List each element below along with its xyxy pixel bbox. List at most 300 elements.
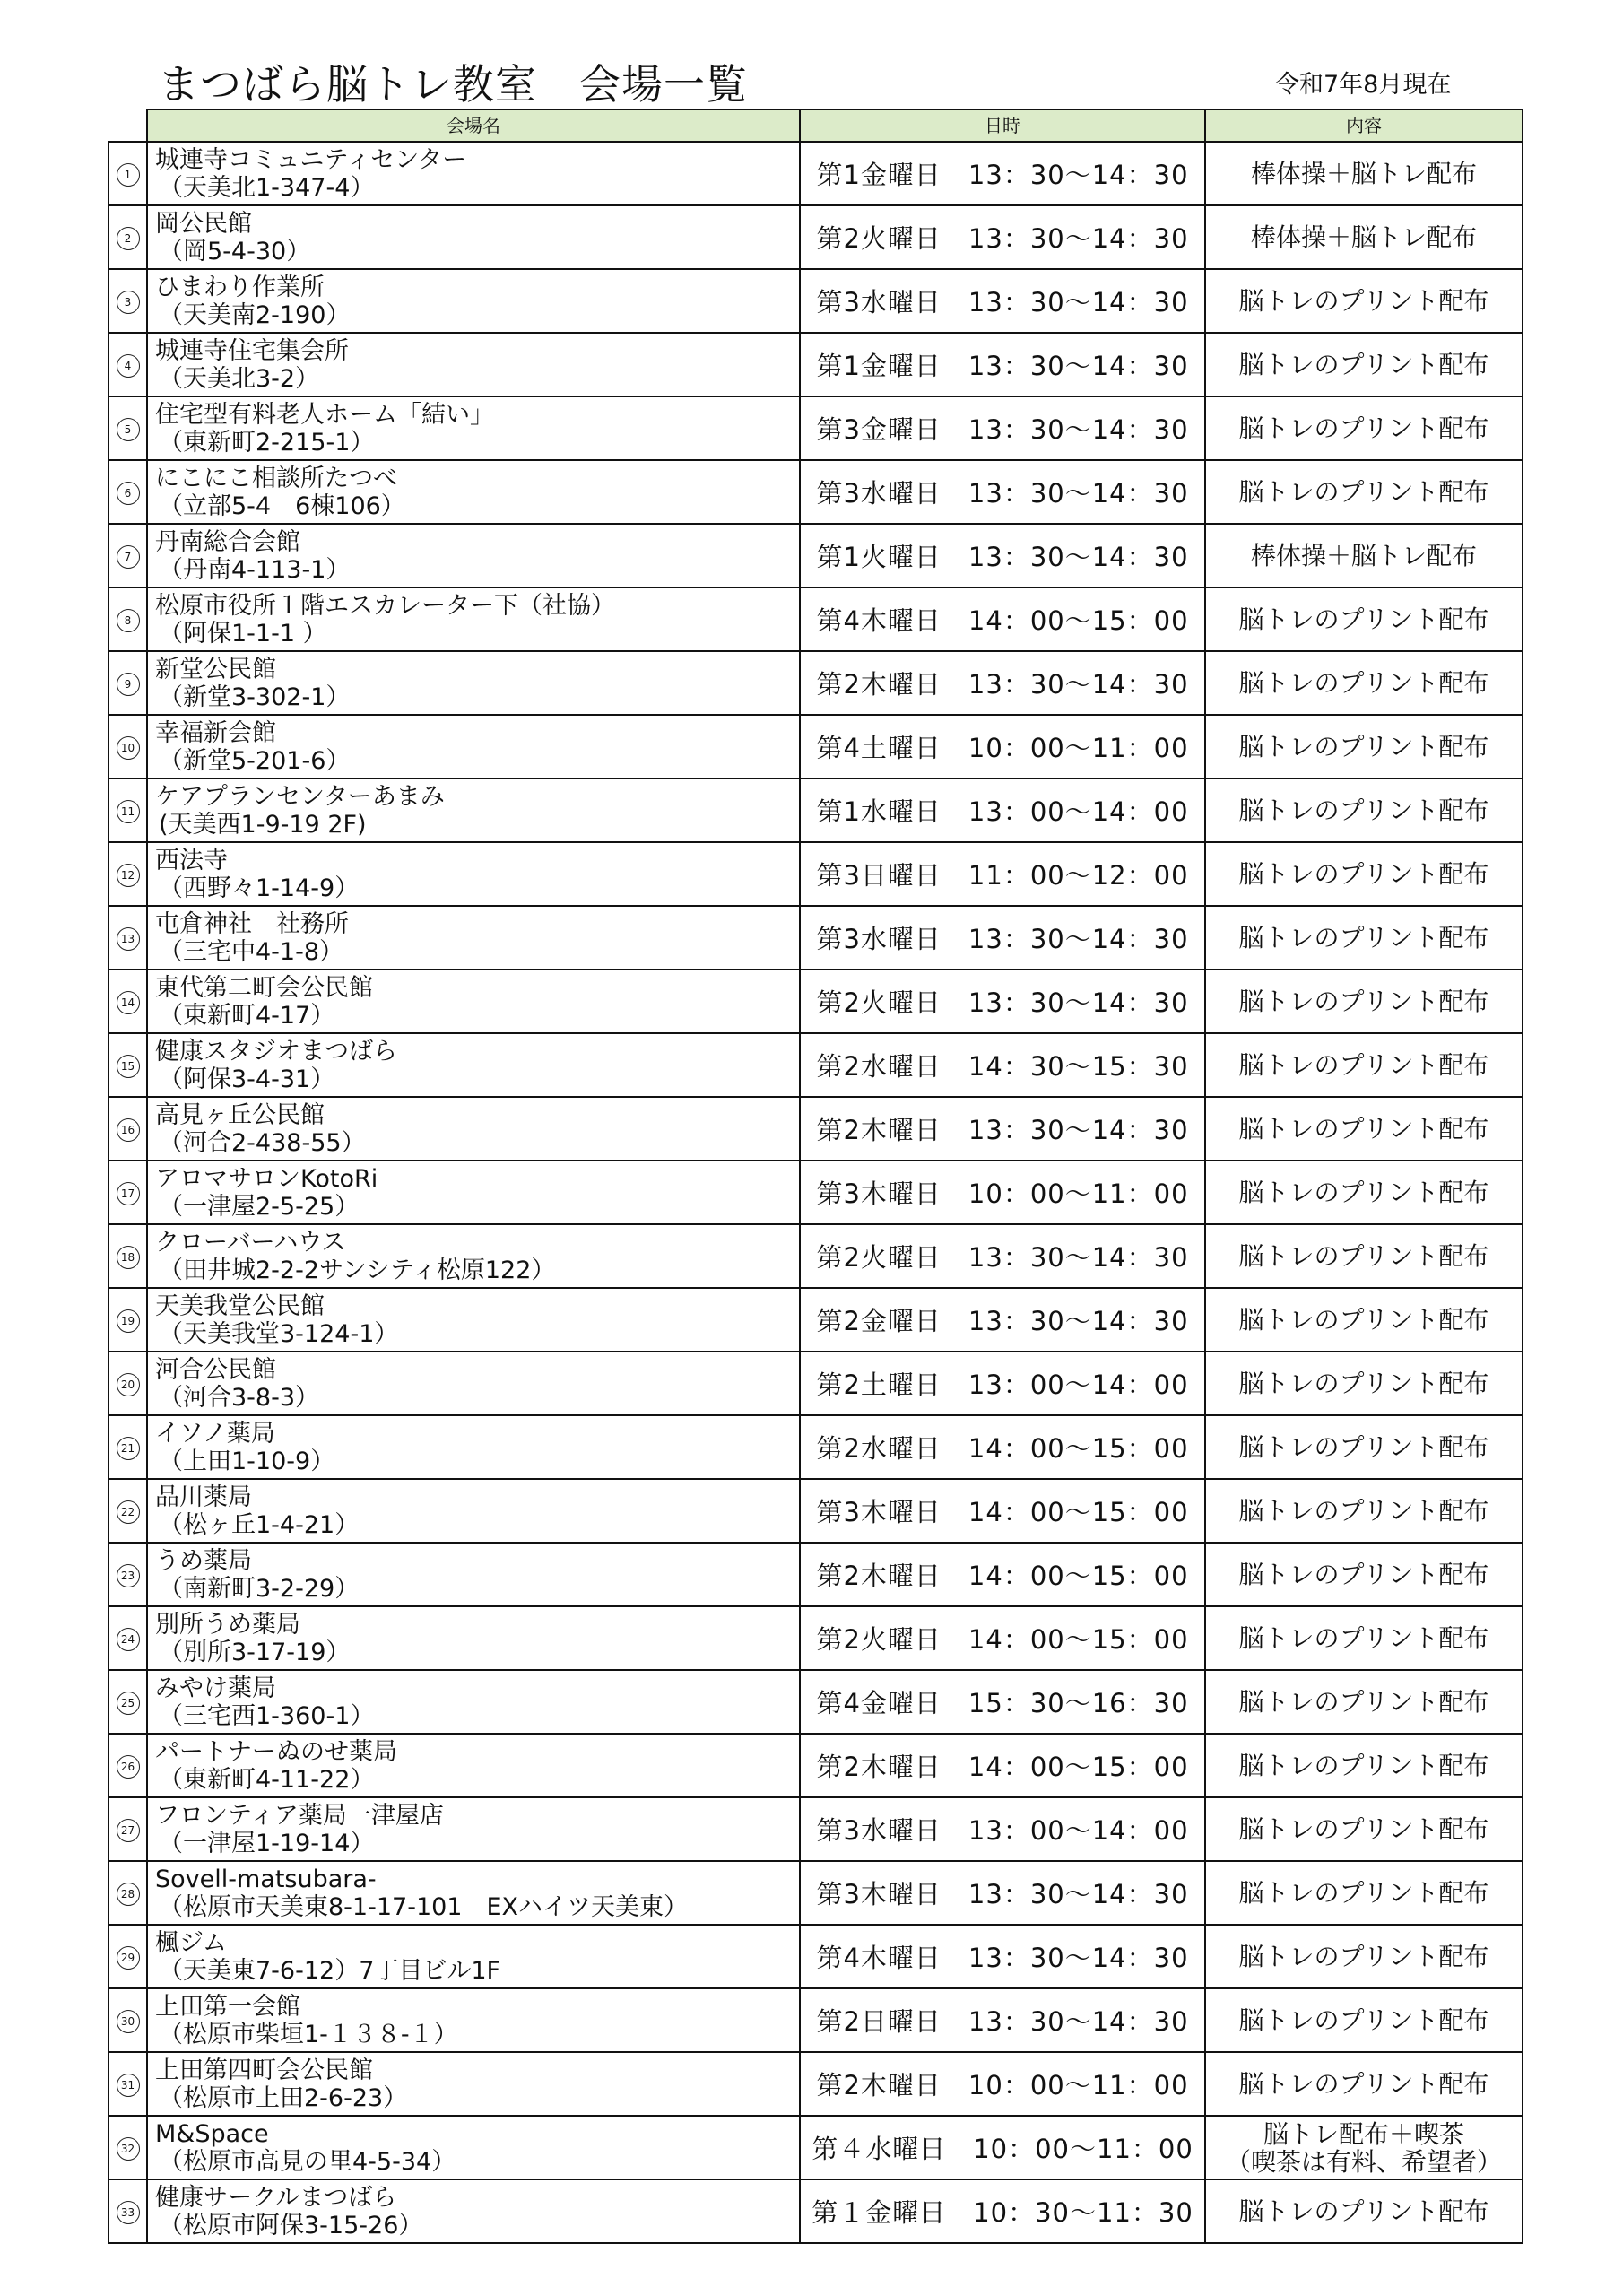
row-number-cell xyxy=(108,269,147,333)
row-number: 14 xyxy=(117,991,140,1014)
content-text: 脳トレのプリント配布 xyxy=(1238,477,1489,507)
venue-address: （松原市上田2-6-23） xyxy=(159,2083,408,2112)
venue-address: （松ヶ丘1-4-21） xyxy=(159,1510,360,1539)
venue-cell xyxy=(147,1543,800,1606)
table-row xyxy=(108,587,1523,651)
content-cell xyxy=(1205,333,1523,396)
venue-name: 別所うめ薬局 xyxy=(155,1610,300,1639)
content-cell xyxy=(1205,970,1523,1033)
row-number-cell xyxy=(108,1288,147,1352)
venue-name: 松原市役所１階エスカレーター下（社協） xyxy=(155,591,615,620)
row-number: 23 xyxy=(117,1564,140,1587)
row-number-cell xyxy=(108,842,147,906)
table-header-row xyxy=(108,109,1523,142)
row-number: 30 xyxy=(117,2010,140,2033)
content-cell xyxy=(1205,1288,1523,1352)
venue-cell xyxy=(147,2179,800,2243)
row-number-cell xyxy=(108,142,147,205)
venue-cell xyxy=(147,1097,800,1161)
content-cell xyxy=(1205,1097,1523,1161)
table-row xyxy=(108,1797,1523,1861)
row-number: 32 xyxy=(117,2137,140,2161)
venue-name: 城連寺住宅集会所 xyxy=(155,336,349,365)
venue-address: （松原市高見の里4-5-34） xyxy=(159,2147,456,2176)
row-number-cell xyxy=(108,1670,147,1734)
content-cell xyxy=(1205,1415,1523,1479)
venue-name: 健康サークルまつばら xyxy=(155,2183,397,2212)
venue-name: イソノ薬局 xyxy=(155,1419,275,1448)
content-text: 脳トレのプリント配布 xyxy=(1238,286,1489,316)
venue-cell xyxy=(147,1670,800,1734)
table-row xyxy=(108,651,1523,715)
content-cell xyxy=(1205,142,1523,205)
content-cell xyxy=(1205,460,1523,524)
table-row xyxy=(108,842,1523,906)
content-cell xyxy=(1205,842,1523,906)
row-number-cell xyxy=(108,1543,147,1606)
venue-address: （天美東7-6-12）7丁目ビル1F xyxy=(159,1956,501,1985)
venue-name: Sovell-matsubara- xyxy=(155,1865,377,1893)
venue-address: （新堂5-201-6） xyxy=(159,746,351,775)
content-text: 脳トレのプリント配布 xyxy=(1238,1942,1489,1971)
content-text: 脳トレのプリント配布 xyxy=(1238,2196,1489,2226)
venue-address: （東新町4-17） xyxy=(159,1001,335,1030)
content-cell xyxy=(1205,1606,1523,1670)
venue-address: （南新町3-2-29） xyxy=(159,1574,360,1603)
datetime-cell: 第2土曜日 13：00～14：00 xyxy=(800,1352,1205,1415)
row-number: 22 xyxy=(117,1500,140,1524)
content-text: 脳トレのプリント配布 xyxy=(1238,859,1489,889)
venue-address: （河合3-8-3） xyxy=(159,1383,320,1412)
table-row xyxy=(108,1988,1523,2052)
datetime-cell: 第4土曜日 10：00～11：00 xyxy=(800,715,1205,778)
venue-cell xyxy=(147,778,800,842)
datetime-cell: 第3木曜日 14：00～15：00 xyxy=(800,1479,1205,1543)
content-text: 脳トレのプリント配布 xyxy=(1238,1560,1489,1589)
content-text: 棒体操＋脳トレ配布 xyxy=(1250,541,1477,570)
venue-cell xyxy=(147,651,800,715)
content-cell xyxy=(1205,778,1523,842)
content-text: 脳トレのプリント配布 xyxy=(1238,732,1489,761)
row-number: 7 xyxy=(117,545,140,569)
datetime-cell: 第2木曜日 14：00～15：00 xyxy=(800,1543,1205,1606)
number-column-header xyxy=(108,109,147,142)
venue-name: 上田第一会館 xyxy=(155,1992,300,2021)
row-number: 15 xyxy=(117,1055,140,1078)
row-number-cell xyxy=(108,1606,147,1670)
table-row xyxy=(108,1861,1523,1925)
content-cell xyxy=(1205,269,1523,333)
row-number: 25 xyxy=(117,1692,140,1715)
row-number: 1 xyxy=(117,163,140,187)
venue-name: 楓ジム xyxy=(155,1928,227,1957)
row-number-cell xyxy=(108,2116,147,2179)
venue-cell xyxy=(147,1925,800,1988)
content-text: 棒体操＋脳トレ配布 xyxy=(1250,159,1477,188)
venue-address: （阿保1-1-1 ） xyxy=(159,619,327,648)
datetime-cell: 第１金曜日 10：30～11：30 xyxy=(800,2179,1205,2243)
content-text: 脳トレのプリント配布 xyxy=(1238,1814,1489,1844)
content-cell xyxy=(1205,1352,1523,1415)
venue-table xyxy=(108,109,1523,2244)
venue-cell xyxy=(147,269,800,333)
content-text: 脳トレのプリント配布 xyxy=(1238,413,1489,443)
row-number: 26 xyxy=(117,1755,140,1779)
table-row xyxy=(108,1543,1523,1606)
venue-address: （丹南4-113-1） xyxy=(159,555,351,584)
venue-name: 上田第四町会公民館 xyxy=(155,2056,373,2084)
row-number-cell xyxy=(108,1161,147,1224)
datetime-cell: 第2金曜日 13：30～14：30 xyxy=(800,1288,1205,1352)
content-cell xyxy=(1205,1479,1523,1543)
content-cell xyxy=(1205,205,1523,269)
venue-address: （三宅中4-1-8） xyxy=(159,937,344,966)
table-row xyxy=(108,1224,1523,1288)
content-cell xyxy=(1205,1988,1523,2052)
venue-cell xyxy=(147,1033,800,1097)
content-cell xyxy=(1205,1161,1523,1224)
content-cell xyxy=(1205,2116,1523,2179)
content-text: 脳トレのプリント配布 xyxy=(1238,1496,1489,1526)
venue-name: パートナーぬのせ薬局 xyxy=(155,1737,397,1766)
row-number: 10 xyxy=(117,736,140,760)
content-cell xyxy=(1205,524,1523,587)
datetime-cell: 第2木曜日 13：30～14：30 xyxy=(800,651,1205,715)
content-text: 脳トレのプリント配布 xyxy=(1238,987,1489,1016)
row-number: 3 xyxy=(117,291,140,314)
datetime-cell: 第4木曜日 14：00～15：00 xyxy=(800,587,1205,651)
content-cell xyxy=(1205,396,1523,460)
table-row xyxy=(108,1352,1523,1415)
content-cell xyxy=(1205,1734,1523,1797)
row-number: 4 xyxy=(117,354,140,378)
table-row xyxy=(108,460,1523,524)
venue-name: 品川薬局 xyxy=(155,1483,252,1511)
content-text: 脳トレのプリント配布 xyxy=(1238,2069,1489,2099)
content-text: 脳トレのプリント配布 xyxy=(1238,796,1489,825)
content-text: 脳トレのプリント配布 xyxy=(1238,668,1489,698)
venue-address: （一津屋1-19-14） xyxy=(159,1829,375,1857)
venue-address: （別所3-17-19） xyxy=(159,1638,351,1666)
venue-cell xyxy=(147,2116,800,2179)
datetime-cell: 第1水曜日 13：00～14：00 xyxy=(800,778,1205,842)
row-number: 21 xyxy=(117,1437,140,1460)
table-row xyxy=(108,2116,1523,2179)
venue-cell xyxy=(147,460,800,524)
row-number: 13 xyxy=(117,927,140,951)
row-number: 33 xyxy=(117,2201,140,2224)
row-number-cell xyxy=(108,333,147,396)
venue-cell xyxy=(147,142,800,205)
venue-name: 幸福新会館 xyxy=(155,718,276,747)
content-text: 脳トレ配布＋喫茶 xyxy=(1263,2118,1464,2149)
table-row xyxy=(108,142,1523,205)
datetime-cell: 第1金曜日 13：30～14：30 xyxy=(800,333,1205,396)
venue-address: （上田1-10-9） xyxy=(159,1447,335,1475)
content-cell xyxy=(1205,1033,1523,1097)
row-number-cell xyxy=(108,1734,147,1797)
venue-name: クローバーハウス xyxy=(155,1228,346,1257)
datetime-cell: 第3水曜日 13：00～14：00 xyxy=(800,1797,1205,1861)
venue-cell xyxy=(147,333,800,396)
row-number: 20 xyxy=(117,1373,140,1396)
datetime-cell: 第2水曜日 14：30～15：30 xyxy=(800,1033,1205,1097)
datetime-column-header: 日時 xyxy=(800,109,1205,142)
row-number: 11 xyxy=(117,800,140,823)
venue-address: （松原市阿保3-15-26） xyxy=(159,2211,423,2239)
table-row xyxy=(108,1288,1523,1352)
venue-name: 天美我堂公民館 xyxy=(155,1292,325,1320)
row-number: 31 xyxy=(117,2074,140,2097)
row-number-cell xyxy=(108,1797,147,1861)
venue-cell xyxy=(147,1161,800,1224)
row-number-cell xyxy=(108,970,147,1033)
content-cell xyxy=(1205,1224,1523,1288)
venue-address: （東新町2-215-1） xyxy=(159,428,375,457)
datetime-cell: 第2火曜日 13：30～14：30 xyxy=(800,1224,1205,1288)
content-cell xyxy=(1205,2179,1523,2243)
venue-name: M&Space xyxy=(155,2119,269,2148)
table-row xyxy=(108,1479,1523,1543)
venue-name: 河合公民館 xyxy=(155,1355,276,1384)
venue-name: みやけ薬局 xyxy=(155,1674,276,1702)
venue-address: （天美北3-2） xyxy=(159,364,320,393)
datetime-cell: 第3水曜日 13：30～14：30 xyxy=(800,906,1205,970)
content-cell xyxy=(1205,587,1523,651)
venue-cell xyxy=(147,1224,800,1288)
venue-name: アロマサロンKotoRi xyxy=(155,1164,378,1193)
venue-name: 高見ヶ丘公民館 xyxy=(155,1100,325,1129)
table-row xyxy=(108,1161,1523,1224)
table-row xyxy=(108,715,1523,778)
table-row xyxy=(108,269,1523,333)
table-row xyxy=(108,1925,1523,1988)
row-number: 24 xyxy=(117,1628,140,1651)
row-number-cell xyxy=(108,778,147,842)
row-number-cell xyxy=(108,396,147,460)
content-text: 脳トレのプリント配布 xyxy=(1238,1241,1489,1271)
row-number: 27 xyxy=(117,1819,140,1842)
content-text: 棒体操＋脳トレ配布 xyxy=(1250,222,1477,252)
content-cell xyxy=(1205,906,1523,970)
venue-cell xyxy=(147,2052,800,2116)
row-number: 12 xyxy=(117,864,140,887)
datetime-cell: 第2火曜日 13：30～14：30 xyxy=(800,970,1205,1033)
venue-cell xyxy=(147,396,800,460)
row-number-cell xyxy=(108,1479,147,1543)
venue-address: （天美北1-347-4） xyxy=(159,173,375,202)
datetime-cell: 第4金曜日 15：30～16：30 xyxy=(800,1670,1205,1734)
row-number-cell xyxy=(108,1925,147,1988)
row-number-cell xyxy=(108,715,147,778)
venue-address: （天美我堂3-124-1） xyxy=(159,1319,399,1348)
content-text: 脳トレのプリント配布 xyxy=(1238,1369,1489,1398)
venue-cell xyxy=(147,1988,800,2052)
datetime-cell: 第2木曜日 14：00～15：00 xyxy=(800,1734,1205,1797)
datetime-cell: 第2木曜日 13：30～14：30 xyxy=(800,1097,1205,1161)
venue-cell xyxy=(147,1415,800,1479)
venue-address: （天美南2-190） xyxy=(159,300,351,329)
row-number-cell xyxy=(108,1224,147,1288)
venue-address: （松原市柴垣1-１３８-１） xyxy=(159,2020,458,2048)
venue-cell xyxy=(147,1288,800,1352)
datetime-cell: 第3金曜日 13：30～14：30 xyxy=(800,396,1205,460)
datetime-cell: 第2水曜日 14：00～15：00 xyxy=(800,1415,1205,1479)
venue-cell xyxy=(147,1352,800,1415)
datetime-cell: 第1火曜日 13：30～14：30 xyxy=(800,524,1205,587)
table-row xyxy=(108,1734,1523,1797)
content-text: 脳トレのプリント配布 xyxy=(1238,1178,1489,1207)
venue-address: （立部5-4 6棟106） xyxy=(159,491,405,520)
venue-name: フロンティア薬局一津屋店 xyxy=(155,1801,444,1830)
datetime-cell: 第2木曜日 10：00～11：00 xyxy=(800,2052,1205,2116)
content-cell xyxy=(1205,715,1523,778)
row-number-cell xyxy=(108,1988,147,2052)
datetime-cell: 第3木曜日 10：00～11：00 xyxy=(800,1161,1205,1224)
table-row xyxy=(108,1670,1523,1734)
venue-cell xyxy=(147,524,800,587)
row-number-cell xyxy=(108,906,147,970)
table-row xyxy=(108,396,1523,460)
row-number-cell xyxy=(108,2052,147,2116)
datetime-cell: 第2日曜日 13：30～14：30 xyxy=(800,1988,1205,2052)
venue-address: （一津屋2-5-25） xyxy=(159,1192,360,1221)
venue-address: （新堂3-302-1） xyxy=(159,683,351,711)
venue-name: 屯倉神社 社務所 xyxy=(155,909,349,938)
table-row xyxy=(108,1415,1523,1479)
table-row xyxy=(108,1606,1523,1670)
row-number: 6 xyxy=(117,482,140,505)
row-number-cell xyxy=(108,2179,147,2243)
venue-name: 岡公民館 xyxy=(155,209,252,238)
row-number: 28 xyxy=(117,1883,140,1906)
datetime-cell: 第3木曜日 13：30～14：30 xyxy=(800,1861,1205,1925)
table-row xyxy=(108,333,1523,396)
row-number-cell xyxy=(108,1033,147,1097)
row-number-cell xyxy=(108,524,147,587)
venue-address: （阿保3-4-31） xyxy=(159,1065,335,1093)
datetime-cell: 第1金曜日 13：30～14：30 xyxy=(800,142,1205,205)
content-text: 脳トレのプリント配布 xyxy=(1238,2005,1489,2035)
content-cell xyxy=(1205,2052,1523,2116)
venue-address: （河合2-438-55） xyxy=(159,1128,366,1157)
table-row xyxy=(108,906,1523,970)
venue-rows xyxy=(108,142,1523,2243)
venue-name: ひまわり作業所 xyxy=(155,273,325,301)
table-row xyxy=(108,970,1523,1033)
row-number-cell xyxy=(108,1352,147,1415)
content-text: 脳トレのプリント配布 xyxy=(1238,1114,1489,1144)
row-number-cell xyxy=(108,587,147,651)
table-row xyxy=(108,778,1523,842)
venue-column-header: 会場名 xyxy=(147,109,800,142)
content-cell xyxy=(1205,651,1523,715)
venue-cell xyxy=(147,715,800,778)
row-number: 2 xyxy=(117,227,140,250)
content-text: 脳トレのプリント配布 xyxy=(1238,923,1489,952)
row-number: 19 xyxy=(117,1309,140,1333)
venue-name: 健康スタジオまつばら xyxy=(155,1037,397,1065)
table-row xyxy=(108,524,1523,587)
table-row xyxy=(108,1097,1523,1161)
venue-cell xyxy=(147,842,800,906)
page-title: まつばら脳トレ教室 会場一覧 xyxy=(158,60,748,109)
content-text: 脳トレのプリント配布 xyxy=(1238,1687,1489,1717)
table-row xyxy=(108,205,1523,269)
venue-address: （松原市天美東8-1-17-101 EXハイツ天美東） xyxy=(159,1892,689,1921)
row-number: 5 xyxy=(117,418,140,441)
datetime-cell: 第４水曜日 10：00～11：00 xyxy=(800,2116,1205,2179)
venue-name: うめ薬局 xyxy=(155,1546,252,1575)
venue-cell xyxy=(147,1797,800,1861)
content-cell xyxy=(1205,1925,1523,1988)
venue-cell xyxy=(147,587,800,651)
content-text: 脳トレのプリント配布 xyxy=(1238,1305,1489,1335)
table-row xyxy=(108,2179,1523,2243)
content-text: 脳トレのプリント配布 xyxy=(1238,604,1489,634)
table-row xyxy=(108,2052,1523,2116)
venue-address: （西野々1-14-9） xyxy=(159,874,360,902)
content-note: （喫茶は有料、希望者） xyxy=(1225,2146,1502,2177)
row-number: 18 xyxy=(117,1246,140,1269)
venue-address: (天美西1-9-19 2F) xyxy=(159,810,367,839)
venue-address: （東新町4-11-22） xyxy=(159,1765,375,1794)
content-text: 脳トレのプリント配布 xyxy=(1238,1623,1489,1653)
venue-name: 新堂公民館 xyxy=(155,655,276,683)
datetime-cell: 第3水曜日 13：30～14：30 xyxy=(800,460,1205,524)
content-cell xyxy=(1205,1797,1523,1861)
content-text: 脳トレのプリント配布 xyxy=(1238,1751,1489,1780)
venue-cell xyxy=(147,1606,800,1670)
content-text: 脳トレのプリント配布 xyxy=(1238,1878,1489,1908)
content-column-header: 内容 xyxy=(1205,109,1523,142)
row-number: 8 xyxy=(117,609,140,632)
row-number: 29 xyxy=(117,1946,140,1970)
venue-name: ケアプランセンターあまみ xyxy=(155,782,445,811)
content-text: 脳トレのプリント配布 xyxy=(1238,1050,1489,1080)
venue-name: 城連寺コミュニティセンター xyxy=(155,145,467,174)
row-number-cell xyxy=(108,1415,147,1479)
datetime-cell: 第2火曜日 14：00～15：00 xyxy=(800,1606,1205,1670)
venue-cell xyxy=(147,1479,800,1543)
row-number-cell xyxy=(108,1097,147,1161)
content-text: 脳トレのプリント配布 xyxy=(1238,350,1489,379)
datetime-cell: 第2火曜日 13：30～14：30 xyxy=(800,205,1205,269)
venue-cell xyxy=(147,906,800,970)
venue-name: 東代第二町会公民館 xyxy=(155,973,373,1002)
table-row xyxy=(108,1033,1523,1097)
content-cell xyxy=(1205,1861,1523,1925)
venue-name: 丹南総合会館 xyxy=(155,527,300,556)
content-cell xyxy=(1205,1543,1523,1606)
row-number: 17 xyxy=(117,1182,140,1205)
venue-cell xyxy=(147,970,800,1033)
venue-cell xyxy=(147,205,800,269)
content-text: 脳トレのプリント配布 xyxy=(1238,1432,1489,1462)
row-number-cell xyxy=(108,651,147,715)
venue-address: （三宅西1-360-1） xyxy=(159,1701,375,1730)
row-number: 16 xyxy=(117,1118,140,1142)
venue-name: 西法寺 xyxy=(155,846,228,874)
datetime-cell: 第4木曜日 13：30～14：30 xyxy=(800,1925,1205,1988)
venue-name: にこにこ相談所たつべ xyxy=(155,464,397,492)
row-number-cell xyxy=(108,1861,147,1925)
venue-address: （田井城2-2-2サンシティ松原122） xyxy=(159,1256,556,1284)
venue-address: （岡5-4-30） xyxy=(159,237,311,265)
venue-name: 住宅型有料老人ホーム「結い」 xyxy=(155,400,494,429)
datetime-cell: 第3日曜日 11：00～12：00 xyxy=(800,842,1205,906)
datetime-cell: 第3水曜日 13：30～14：30 xyxy=(800,269,1205,333)
